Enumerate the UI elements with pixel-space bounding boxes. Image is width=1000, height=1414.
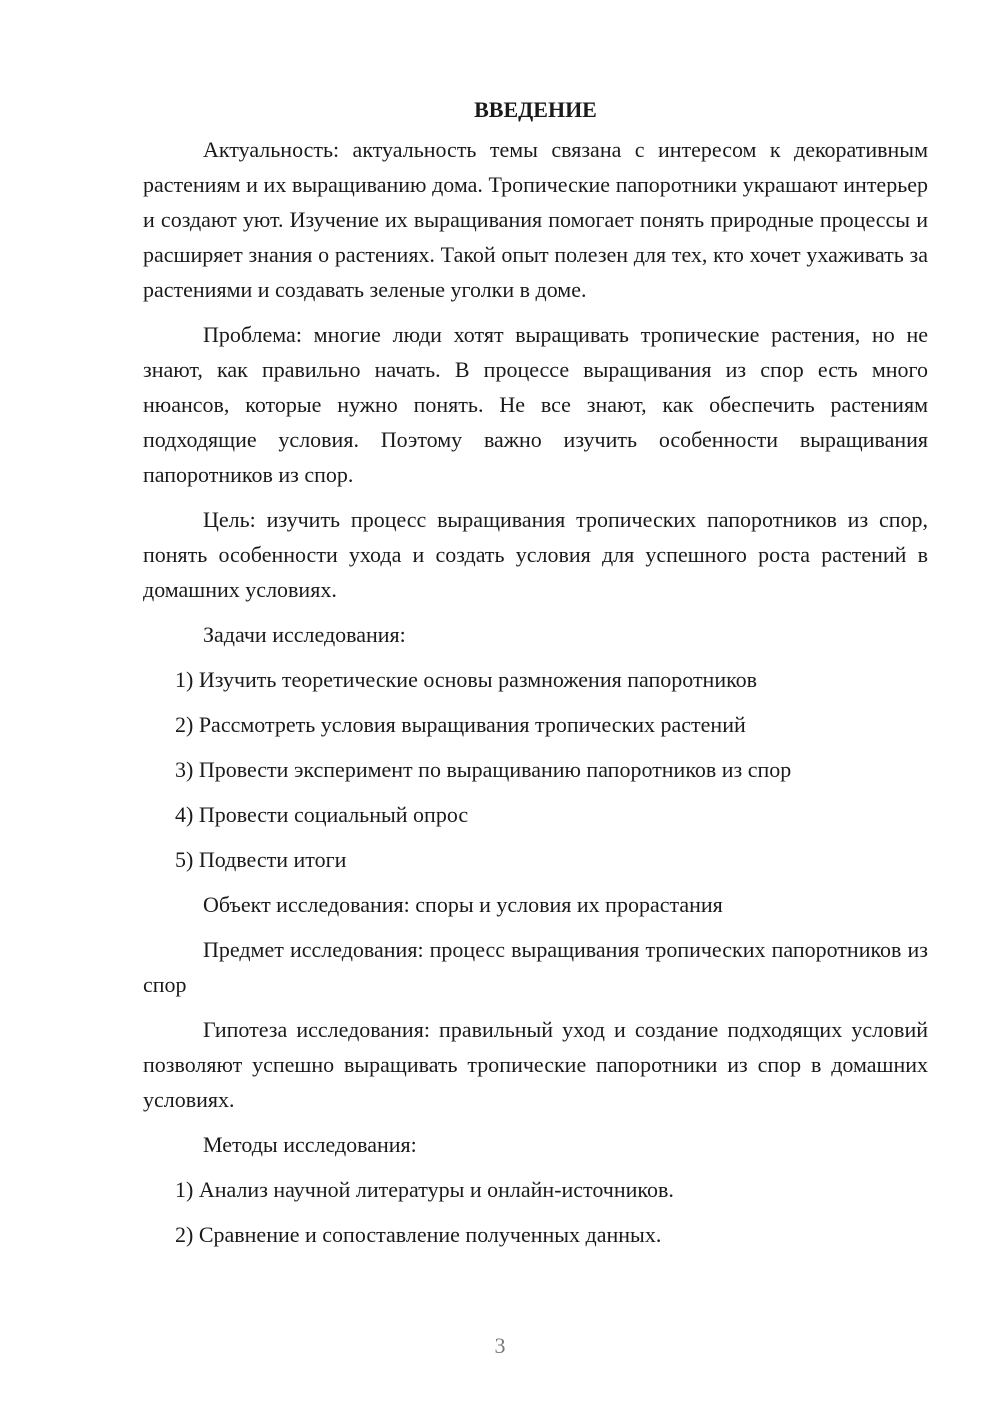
relevance-paragraph: Актуальность: актуальность темы связана с интересом к декоративным растениям и их выращиванию дома. Тропические папоротники украшают интерьер и создают уют. Изучение их выращивания помогает понять природные процессы и расширяет знания о растениях. Такой опыт полезен для тех, кто хочет ухаживать за растениями и создавать зеленые уголки в доме.: [143, 137, 928, 302]
tasks-heading: Задачи исследования:: [203, 622, 406, 647]
problem-paragraph: Проблема: многие люди хотят выращивать тропические растения, но не знают, как правильно начать. В процессе выращивания из спор есть много нюансов, которые нужно понять. Не все знают, как обеспечить растениям подходящие условия. Поэтому важно изучить особенности выращивания папоротников из спор.: [143, 322, 928, 487]
task-item: 2) Рассмотреть условия выращивания тропических растений: [175, 712, 746, 737]
goal-paragraph: Цель: изучить процесс выращивания тропических папоротников из спор, понять особенности ухода и создать условия для успешного роста растений в домашних условиях.: [143, 507, 928, 602]
page-number: 3: [494, 1333, 506, 1358]
task-item: 1) Изучить теоретические основы размножения папоротников: [175, 667, 758, 692]
task-item: 4) Провести социальный опрос: [175, 802, 469, 827]
task-item: 3) Провести эксперимент по выращиванию папоротников из спор: [175, 757, 792, 782]
method-item: 1) Анализ научной литературы и онлайн-источников.: [175, 1177, 674, 1202]
document-page: [143, 92, 928, 1262]
page-title: ВВЕДЕНИЕ: [474, 97, 597, 122]
method-item: 2) Сравнение и сопоставление полученных данных.: [175, 1222, 662, 1247]
task-item: 5) Подвести итоги: [175, 847, 347, 872]
object-paragraph: Объект исследования: споры и условия их прорастания: [203, 892, 723, 917]
methods-heading: Методы исследования:: [203, 1132, 417, 1157]
hypothesis-paragraph: Гипотеза исследования: правильный уход и создание подходящих условий позволяют успешно выращивать тропические папоротники из спор в домашних условиях.: [143, 1017, 928, 1112]
subject-paragraph: Предмет исследования: процесс выращивания тропических папоротников из спор: [143, 937, 928, 997]
